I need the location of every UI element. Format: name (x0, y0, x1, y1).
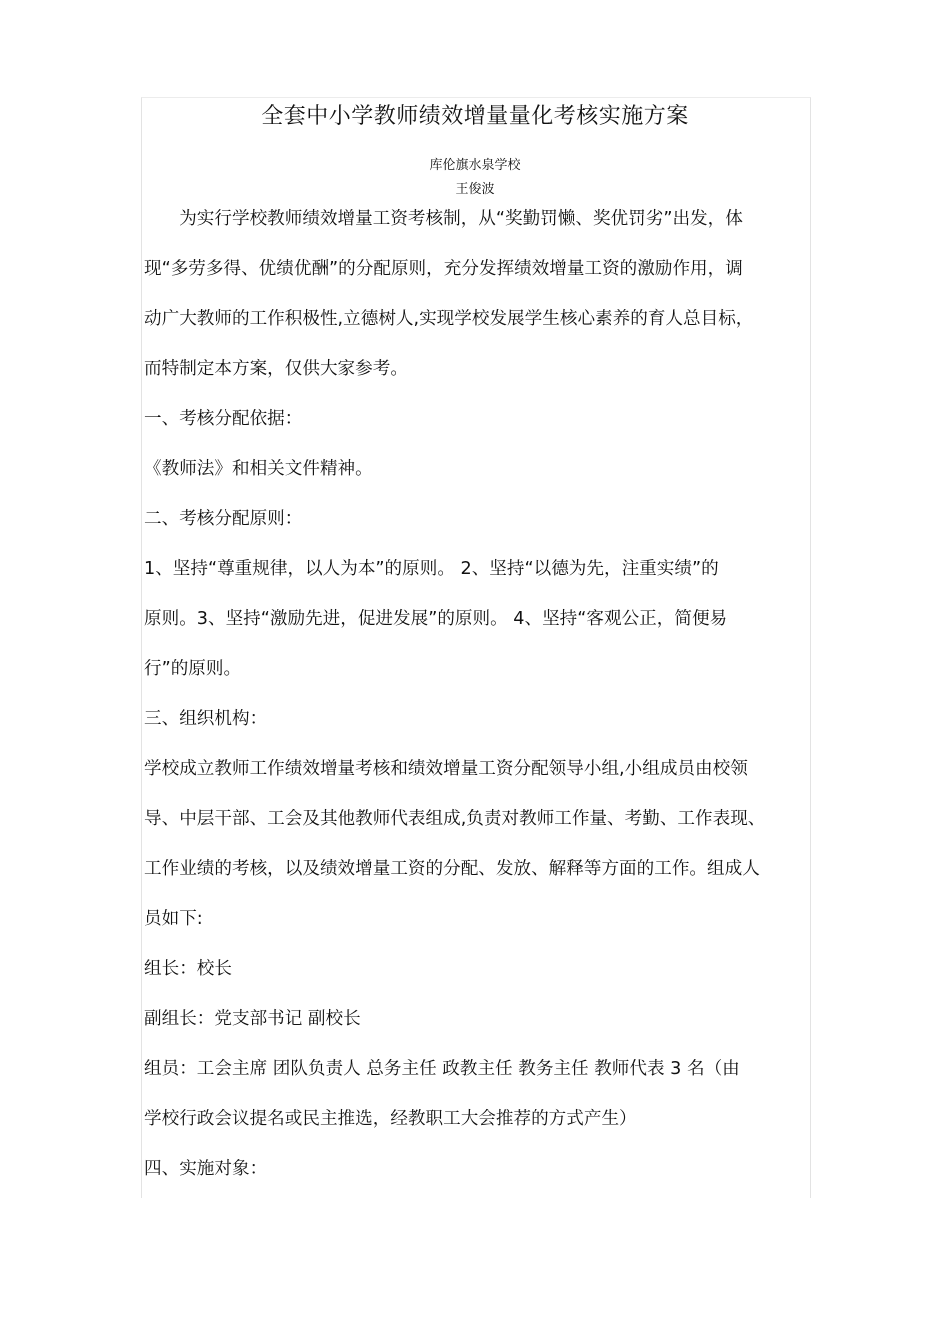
body-line: 组长：校长 (144, 959, 232, 979)
author-name: 王俊波 (455, 182, 495, 197)
body-line: 组员：工会主席 团队负责人 总务主任 政教主任 教务主任 教师代表 3 名（由 (144, 1059, 740, 1079)
body-line: 学校行政会议提名或民主推选，经教职工大会推荐的方式产生） (144, 1109, 637, 1129)
body-line: 员如下: (144, 909, 203, 929)
section-heading: 二、考核分配原则： (144, 509, 303, 529)
body-line: 为实行学校教师绩效增量工资考核制，从“奖勤罚懒、奖优罚劣”出发，体 (144, 209, 743, 229)
body-line: 行”的原则。 (144, 659, 242, 679)
body-line: 1、坚持“尊重规律，以人为本”的原则。 2、坚持“以德为先，注重实绩”的 (144, 559, 719, 579)
section-heading: 三、组织机构： (144, 709, 268, 729)
body-line: 原则。3、坚持“激励先进，促进发展”的原则。 4、坚持“客观公正，简便易 (144, 609, 728, 629)
section-heading: 一、考核分配依据： (144, 409, 303, 429)
body-line: 而特制定本方案，仅供大家参考。 (144, 359, 408, 379)
body-line: 动广大教师的工作积极性,立德树人,实现学校发展学生核心素养的育人总目标， (144, 309, 754, 329)
document-title: 全套中小学教师绩效增量量化考核实施方案 (261, 104, 689, 129)
body-line: 副组长：党支部书记 副校长 (144, 1009, 361, 1029)
section-heading: 四、实施对象： (144, 1159, 268, 1179)
body-line: 《教师法》和相关文件精神。 (144, 459, 373, 479)
school-name: 库伦旗水泉学校 (429, 158, 521, 173)
body-line: 导、中层干部、工会及其他教师代表组成,负责对教师工作量、考勤、工作表现、 (144, 809, 766, 829)
body-line: 现“多劳多得、优绩优酬”的分配原则，充分发挥绩效增量工资的激励作用，调 (144, 259, 743, 279)
body-line: 学校成立教师工作绩效增量考核和绩效增量工资分配领导小组,小组成员由校领 (144, 759, 748, 779)
body-line: 工作业绩的考核，以及绩效增量工资的分配、发放、解释等方面的工作。组成人 (144, 859, 760, 879)
